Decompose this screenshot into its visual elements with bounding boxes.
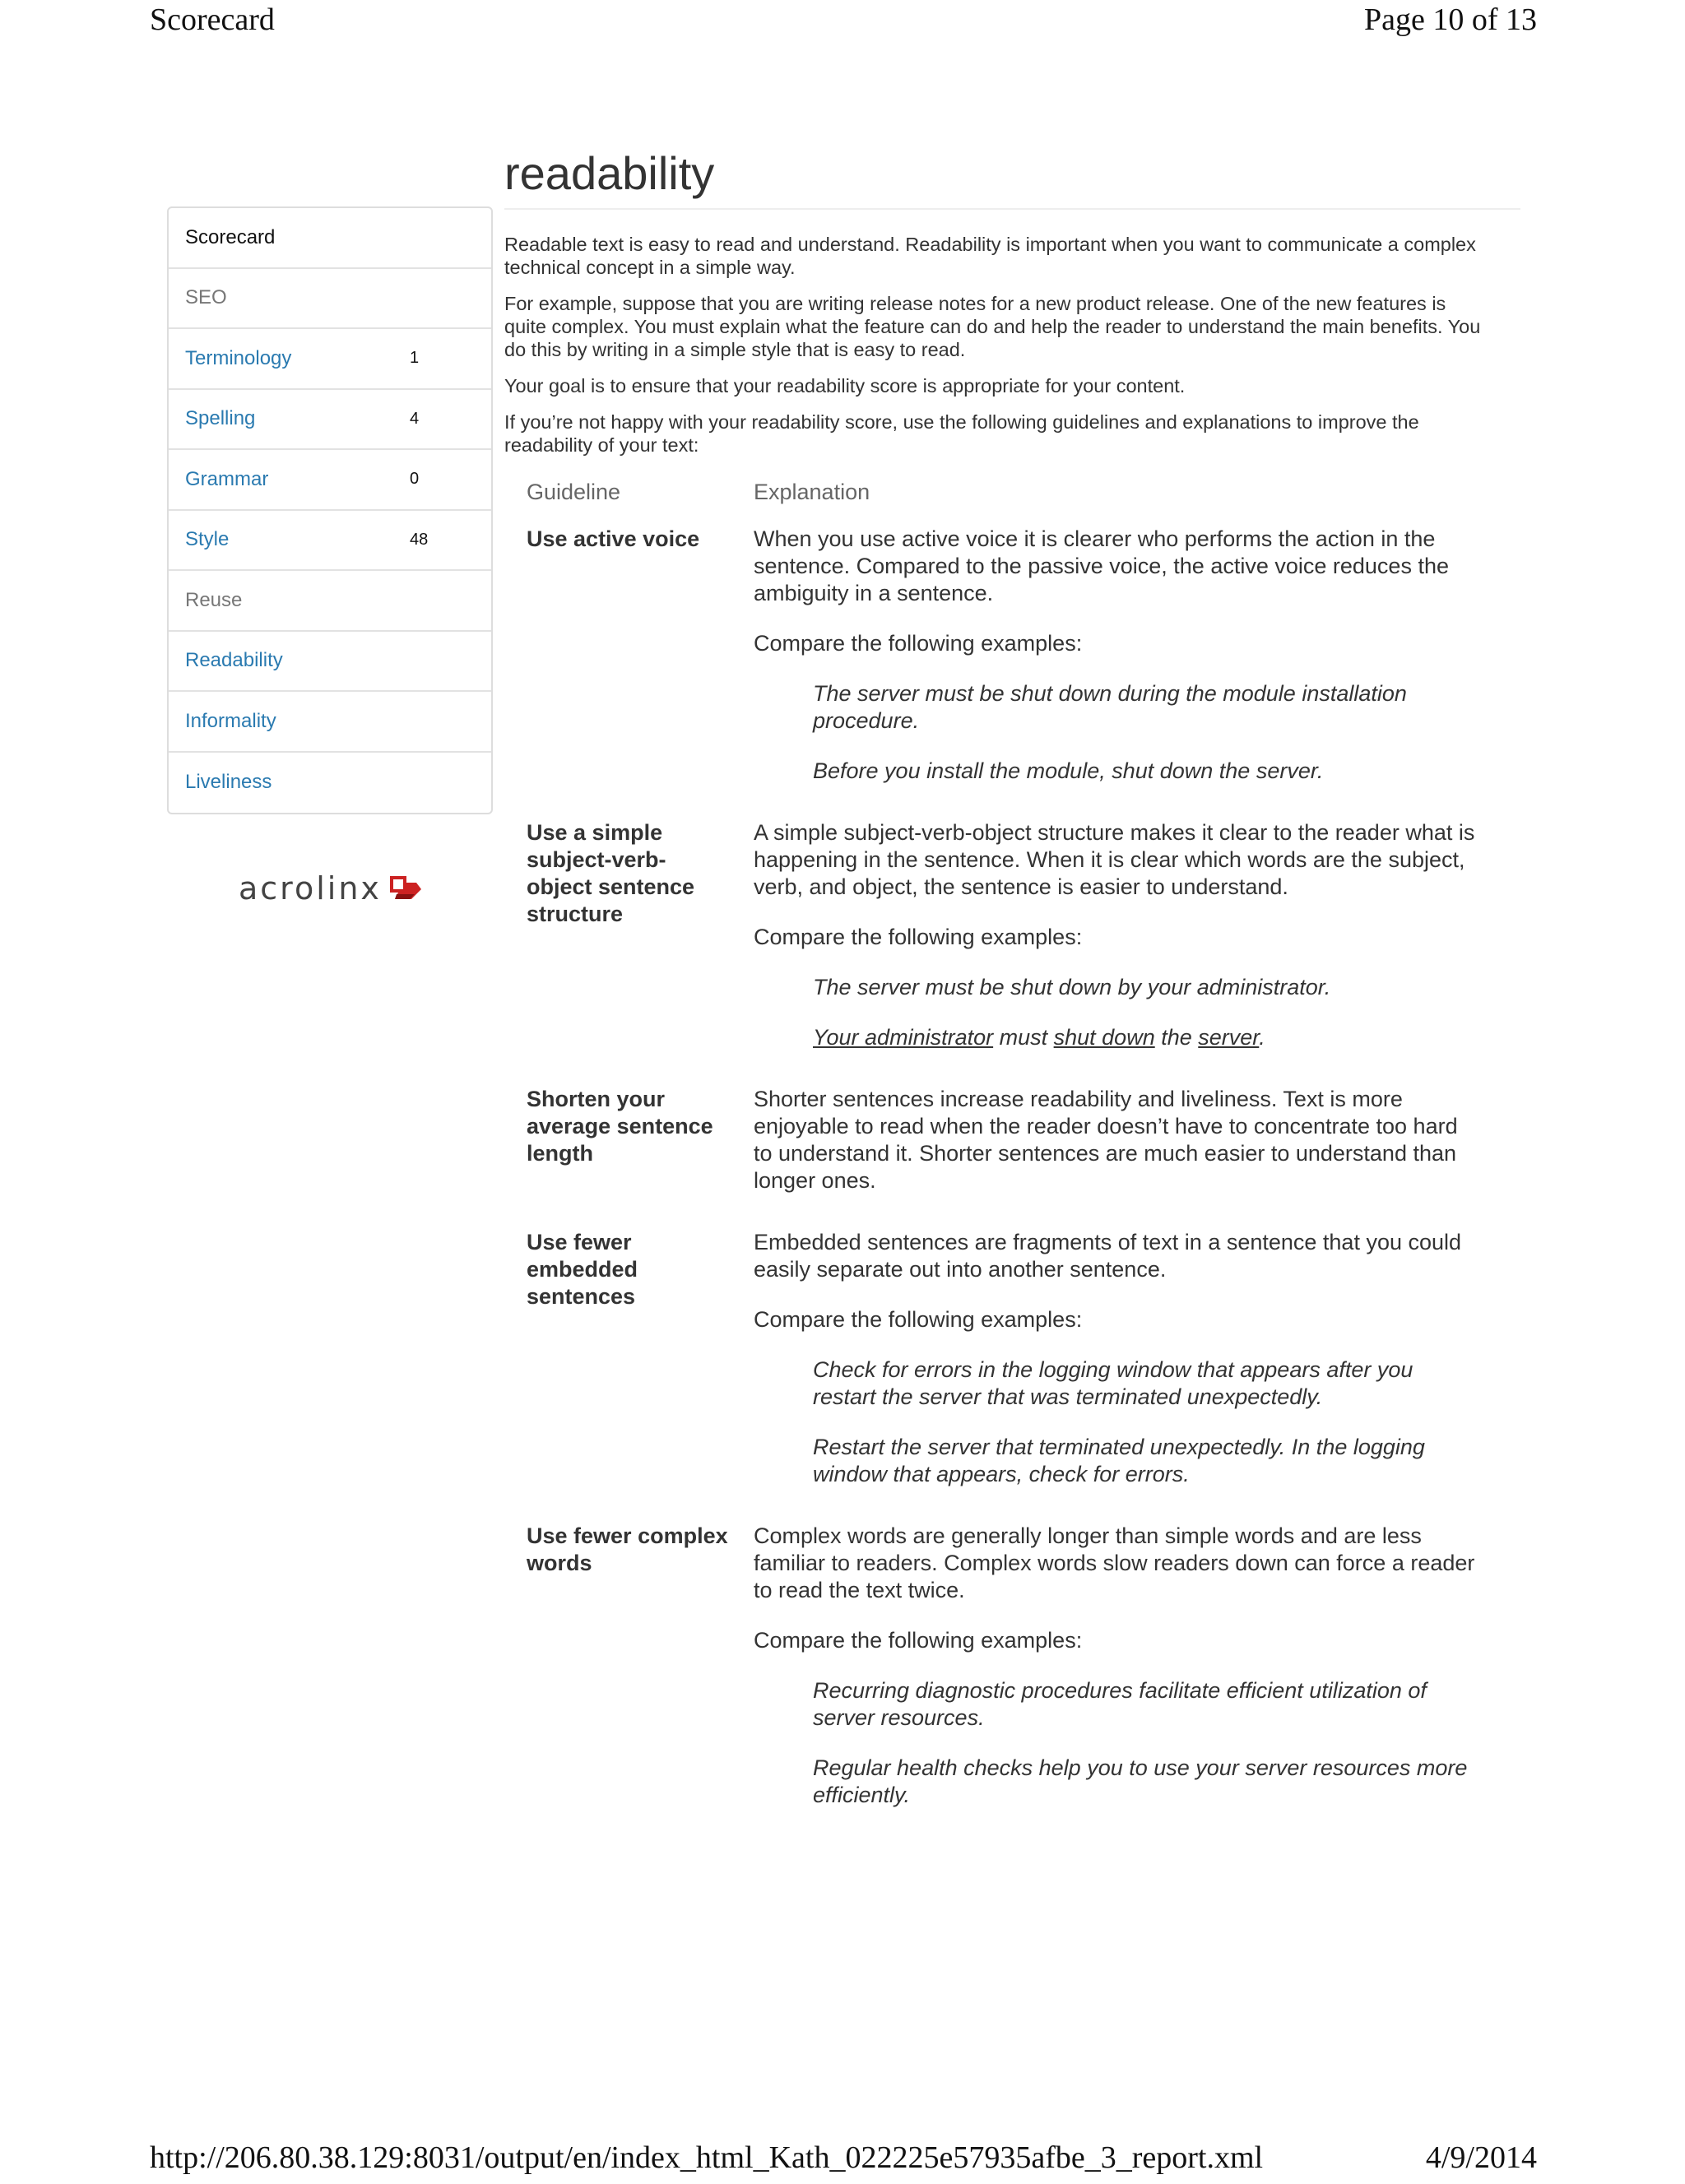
sidebar-item-spelling[interactable] [169, 390, 491, 451]
print-header [0, 0, 1685, 49]
explanation-text: A simple subject-verb-object structure makes it clear to the reader what is happening in the sentence. When it is clear which words are the subject, verb, and object, the sentence is easier to understand. [754, 820, 1475, 899]
print-header-title: Scorecard [150, 2, 275, 37]
example-after: Before you install the module, shut down the server. [813, 758, 1324, 783]
page-number: Page 10 of 13 [1363, 2, 1537, 37]
compare-text: Compare the following examples: [754, 925, 1083, 949]
sidebar-item-terminology[interactable] [169, 329, 491, 390]
explanation-cell [754, 819, 1478, 1051]
main-content [504, 144, 1520, 1843]
example-before: The server must be shut down by your administrator. [813, 975, 1331, 999]
compare-text: Compare the following examples: [754, 1307, 1083, 1332]
column-header-guideline: Guideline [527, 480, 621, 504]
issue-count: 1 [410, 349, 420, 368]
sidebar-item-scorecard[interactable] [169, 208, 491, 269]
sidebar-item-informality[interactable] [169, 692, 491, 753]
page-url: http://206.80.38.129:8031/output/en/index_html_Kath_022225e57935afbe_3_report.xml [150, 2140, 1264, 2175]
table-header [504, 480, 1520, 526]
example-after: Restart the server that terminated unexpectedly. In the logging window that appears, check for errors. [813, 1435, 1425, 1486]
intro-paragraph: Readable text is easy to read and understand. Readability is important when you want to communicate a complex technical concept in a simple way. [504, 234, 1476, 278]
subject-phrase: Your administrator [813, 1025, 994, 1050]
example-after [813, 1024, 1478, 1051]
explanation-text: Complex words are generally longer than simple words and are less familiar to readers. Complex words slow readers down can force a reader to read the text twice. [754, 1523, 1475, 1602]
sidebar-item-label: Scorecard [185, 225, 276, 248]
example-text: the [1154, 1025, 1199, 1050]
example-text: . [1259, 1025, 1265, 1050]
example-before: The server must be shut down during the module installation procedure. [813, 681, 1407, 733]
intro-text [504, 233, 1492, 457]
sidebar-item-style[interactable] [169, 511, 491, 572]
explanation-cell [754, 1523, 1478, 1809]
explanation-text: Embedded sentences are fragments of text in a sentence that you could easily separate out into another sentence. [754, 1230, 1462, 1282]
sidebar-item-grammar[interactable] [169, 450, 491, 511]
object-phrase: server [1198, 1025, 1260, 1050]
table-row [504, 819, 1520, 1051]
example-after: Regular health checks help you to use your server resources more efficiently. [813, 1755, 1468, 1807]
verb-phrase: shut down [1053, 1025, 1155, 1050]
logo-text: acrolinx [239, 870, 382, 907]
example-text: must [993, 1025, 1054, 1050]
guideline-cell: Use fewer embedded sentences [527, 1230, 638, 1309]
issue-count: 0 [410, 470, 420, 489]
compare-text: Compare the following examples: [754, 1628, 1083, 1653]
table-row [504, 1523, 1520, 1809]
intro-paragraph: If you’re not happy with your readability score, use the following guidelines and explanations to improve the readability of your text: [504, 411, 1419, 456]
sidebar-item-liveliness[interactable] [169, 753, 491, 814]
sidebar-item-label: Informality [185, 709, 276, 732]
sidebar-item-label: Liveliness [185, 771, 272, 794]
guideline-cell: Use a simple subject-verb-object sentence structure [527, 820, 695, 926]
sidebar-item-label: Spelling [185, 407, 256, 430]
guidelines-table [504, 480, 1520, 1809]
intro-paragraph: Your goal is to ensure that your readability score is appropriate for your content. [504, 375, 1186, 396]
sidebar-item-label: Terminology [185, 346, 292, 369]
print-date: 4/9/2014 [1425, 2140, 1537, 2175]
issue-count: 4 [410, 409, 420, 428]
sidebar-item-label: Style [185, 528, 230, 551]
compare-text: Compare the following examples: [754, 631, 1083, 656]
explanation-text: When you use active voice it is clearer who performs the action in the sentence. Compared to the passive voice, the active voice reduces the ambiguity in a sentence. [754, 526, 1449, 605]
page-title: readability [504, 144, 1520, 210]
sidebar-nav [167, 206, 493, 814]
table-row [504, 1086, 1520, 1194]
sidebar-item-reuse [169, 571, 491, 632]
example-before: Check for errors in the logging window that appears after you restart the server that was terminated unexpectedly. [813, 1357, 1413, 1409]
explanation-text: Shorter sentences increase readability and liveliness. Text is more enjoyable to read when the reader doesn’t have to concentrate too hard to understand it. Shorter sentences are much easier to understand than longer ones. [754, 1087, 1458, 1193]
column-header-explanation: Explanation [754, 480, 870, 504]
explanation-cell [754, 526, 1478, 785]
intro-paragraph: For example, suppose that you are writing release notes for a new product release. One of the new features is quite complex. You must explain what the feature can do and help the reader to understand the main benefits. You do this by writing in a simple style that is easy to read. [504, 293, 1481, 360]
acrolinx-logo [239, 870, 428, 907]
guideline-cell: Use fewer complex words [527, 1523, 728, 1575]
sidebar-item-label: Readability [185, 649, 283, 672]
sidebar-item-label: SEO [185, 286, 227, 309]
sidebar-item-label: Grammar [185, 467, 269, 490]
explanation-cell [754, 1086, 1478, 1194]
sidebar-item-label: Reuse [185, 588, 243, 611]
table-row [504, 526, 1520, 785]
print-footer [0, 2135, 1685, 2184]
table-row [504, 1229, 1520, 1488]
logo-mark-icon [387, 874, 423, 902]
guideline-cell: Shorten your average sentence length [527, 1087, 713, 1166]
guideline-cell: Use active voice [527, 526, 700, 551]
explanation-cell [754, 1229, 1478, 1488]
issue-count: 48 [410, 530, 429, 549]
sidebar-item-seo [169, 269, 491, 330]
sidebar-item-readability[interactable] [169, 632, 491, 693]
example-before: Recurring diagnostic procedures facilitate efficient utilization of server resources. [813, 1678, 1427, 1730]
